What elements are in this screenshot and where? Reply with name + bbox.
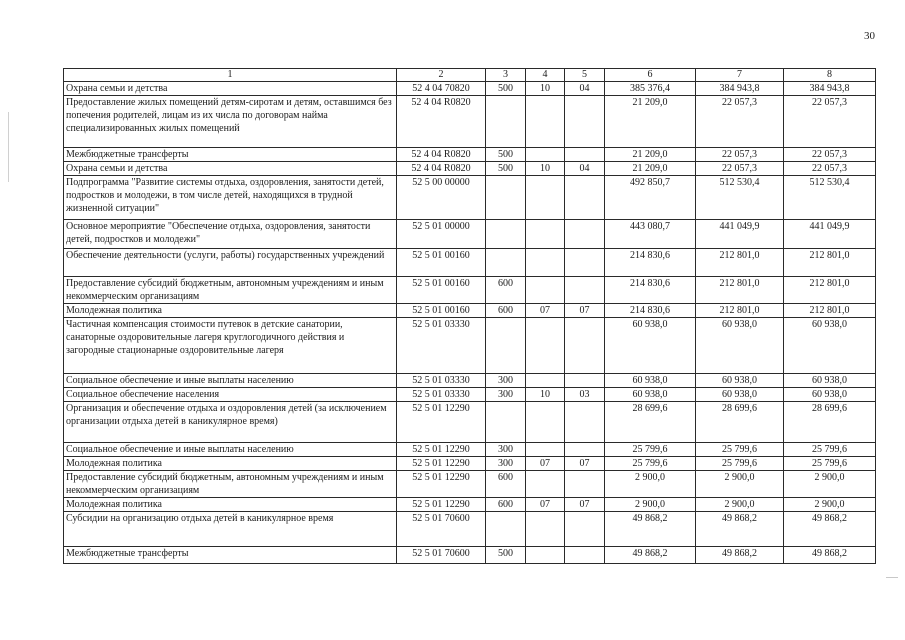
- table-row: [64, 82, 876, 96]
- row-pr-cell: [565, 318, 605, 374]
- row-code-cell: 52 5 01 00160: [397, 277, 486, 304]
- table-row: [64, 498, 876, 512]
- row-value-7-cell: 384 943,8: [696, 82, 784, 96]
- row-vr-cell: [486, 512, 526, 547]
- row-vr-cell: [486, 318, 526, 374]
- column-header: 1: [64, 69, 397, 82]
- row-code-cell: 52 5 01 12290: [397, 457, 486, 471]
- page-number: 30: [864, 30, 875, 42]
- row-name-cell: Молодежная политика: [64, 304, 397, 318]
- row-value-6-cell: 385 376,4: [605, 82, 696, 96]
- row-value-8-cell: 60 938,0: [784, 388, 876, 402]
- row-pr-cell: [565, 443, 605, 457]
- table-body: [64, 69, 876, 564]
- row-pr-cell: 04: [565, 162, 605, 176]
- column-header: 4: [526, 69, 565, 82]
- row-rz-cell: 07: [526, 304, 565, 318]
- row-value-7-cell: 28 699,6: [696, 402, 784, 443]
- row-rz-cell: [526, 148, 565, 162]
- row-value-7-cell: 2 900,0: [696, 471, 784, 498]
- row-code-cell: 52 4 04 70820: [397, 82, 486, 96]
- row-pr-cell: [565, 220, 605, 249]
- column-header: 8: [784, 69, 876, 82]
- row-pr-cell: [565, 402, 605, 443]
- row-value-6-cell: 25 799,6: [605, 457, 696, 471]
- row-value-8-cell: 22 057,3: [784, 162, 876, 176]
- row-vr-cell: 600: [486, 498, 526, 512]
- row-value-7-cell: 60 938,0: [696, 318, 784, 374]
- row-value-6-cell: 2 900,0: [605, 471, 696, 498]
- row-value-6-cell: 214 830,6: [605, 249, 696, 277]
- row-value-7-cell: 25 799,6: [696, 443, 784, 457]
- row-name-cell: Социальное обеспечение и иные выплаты населению: [64, 443, 397, 457]
- row-value-7-cell: 22 057,3: [696, 148, 784, 162]
- table-row: [64, 304, 876, 318]
- row-value-6-cell: 49 868,2: [605, 547, 696, 564]
- row-value-7-cell: 212 801,0: [696, 304, 784, 318]
- row-value-8-cell: 384 943,8: [784, 82, 876, 96]
- row-rz-cell: [526, 512, 565, 547]
- row-code-cell: 52 5 01 12290: [397, 498, 486, 512]
- row-pr-cell: [565, 512, 605, 547]
- row-code-cell: 52 5 01 70600: [397, 512, 486, 547]
- row-value-6-cell: 21 209,0: [605, 96, 696, 148]
- row-rz-cell: 10: [526, 82, 565, 96]
- row-code-cell: 52 5 00 00000: [397, 176, 486, 220]
- table-row: [64, 176, 876, 220]
- row-pr-cell: [565, 176, 605, 220]
- row-name-cell: Субсидии на организацию отдыха детей в каникулярное время: [64, 512, 397, 547]
- row-rz-cell: 07: [526, 498, 565, 512]
- table-row: [64, 402, 876, 443]
- row-name-cell: Молодежная политика: [64, 498, 397, 512]
- table-row: [64, 471, 876, 498]
- row-value-7-cell: 212 801,0: [696, 277, 784, 304]
- row-value-7-cell: 49 868,2: [696, 547, 784, 564]
- row-name-cell: Социальное обеспечение населения: [64, 388, 397, 402]
- row-value-8-cell: 49 868,2: [784, 512, 876, 547]
- row-value-8-cell: 212 801,0: [784, 249, 876, 277]
- table-row: [64, 148, 876, 162]
- row-value-7-cell: 22 057,3: [696, 162, 784, 176]
- column-header: 6: [605, 69, 696, 82]
- row-value-8-cell: 22 057,3: [784, 96, 876, 148]
- row-vr-cell: 500: [486, 162, 526, 176]
- row-pr-cell: [565, 471, 605, 498]
- row-pr-cell: [565, 277, 605, 304]
- table-row: [64, 374, 876, 388]
- column-header: 3: [486, 69, 526, 82]
- table-row: [64, 512, 876, 547]
- row-value-6-cell: 25 799,6: [605, 443, 696, 457]
- row-value-6-cell: 28 699,6: [605, 402, 696, 443]
- row-value-7-cell: 60 938,0: [696, 388, 784, 402]
- row-value-8-cell: 28 699,6: [784, 402, 876, 443]
- row-value-8-cell: 212 801,0: [784, 304, 876, 318]
- row-vr-cell: [486, 96, 526, 148]
- table-row: [64, 220, 876, 249]
- row-pr-cell: 03: [565, 388, 605, 402]
- row-rz-cell: [526, 318, 565, 374]
- row-value-7-cell: 60 938,0: [696, 374, 784, 388]
- row-rz-cell: [526, 176, 565, 220]
- row-code-cell: 52 5 01 12290: [397, 471, 486, 498]
- row-value-7-cell: 49 868,2: [696, 512, 784, 547]
- row-code-cell: 52 5 01 03330: [397, 318, 486, 374]
- row-rz-cell: [526, 471, 565, 498]
- row-code-cell: 52 5 01 70600: [397, 547, 486, 564]
- row-name-cell: Охрана семьи и детства: [64, 82, 397, 96]
- row-value-6-cell: 2 900,0: [605, 498, 696, 512]
- row-pr-cell: [565, 374, 605, 388]
- scan-margin-mark: [886, 577, 898, 578]
- row-code-cell: 52 4 04 R0820: [397, 162, 486, 176]
- row-value-8-cell: 512 530,4: [784, 176, 876, 220]
- row-pr-cell: 07: [565, 457, 605, 471]
- row-code-cell: 52 4 04 R0820: [397, 96, 486, 148]
- table-row: [64, 388, 876, 402]
- row-pr-cell: 04: [565, 82, 605, 96]
- row-pr-cell: [565, 249, 605, 277]
- row-code-cell: 52 4 04 R0820: [397, 148, 486, 162]
- row-rz-cell: [526, 443, 565, 457]
- row-code-cell: 52 5 01 00160: [397, 249, 486, 277]
- table-header-row: [64, 69, 876, 82]
- row-name-cell: Социальное обеспечение и иные выплаты населению: [64, 374, 397, 388]
- table-row: [64, 277, 876, 304]
- row-rz-cell: [526, 547, 565, 564]
- row-name-cell: Молодежная политика: [64, 457, 397, 471]
- row-vr-cell: 300: [486, 457, 526, 471]
- row-value-6-cell: 60 938,0: [605, 388, 696, 402]
- row-rz-cell: [526, 402, 565, 443]
- row-code-cell: 52 5 01 12290: [397, 402, 486, 443]
- column-header: 5: [565, 69, 605, 82]
- row-value-7-cell: 512 530,4: [696, 176, 784, 220]
- row-pr-cell: [565, 96, 605, 148]
- row-pr-cell: 07: [565, 498, 605, 512]
- row-code-cell: 52 5 01 12290: [397, 443, 486, 457]
- column-header: 2: [397, 69, 486, 82]
- row-name-cell: Предоставление жилых помещений детям-сиротам и детям, оставшимся без попечения родителей, лицам из их числа по договорам найма специализированных жилых помещений: [64, 96, 397, 148]
- row-vr-cell: 500: [486, 148, 526, 162]
- row-value-8-cell: 25 799,6: [784, 457, 876, 471]
- row-code-cell: 52 5 01 00160: [397, 304, 486, 318]
- row-vr-cell: 600: [486, 304, 526, 318]
- row-vr-cell: 300: [486, 443, 526, 457]
- row-value-6-cell: 60 938,0: [605, 318, 696, 374]
- scan-edge-mark: [8, 112, 9, 182]
- table-row: [64, 443, 876, 457]
- table-row: [64, 318, 876, 374]
- row-value-7-cell: 25 799,6: [696, 457, 784, 471]
- row-vr-cell: 300: [486, 388, 526, 402]
- row-vr-cell: [486, 249, 526, 277]
- row-vr-cell: [486, 220, 526, 249]
- row-vr-cell: 600: [486, 471, 526, 498]
- column-header: 7: [696, 69, 784, 82]
- row-vr-cell: 300: [486, 374, 526, 388]
- row-name-cell: Предоставление субсидий бюджетным, автономным учреждениям и иным некоммерческим организациям: [64, 277, 397, 304]
- row-name-cell: Подпрограмма "Развитие системы отдыха, оздоровления, занятости детей, подростков и молодежи, в том числе детей, находящихся в трудной жизненной ситуации": [64, 176, 397, 220]
- table-row: [64, 457, 876, 471]
- row-rz-cell: [526, 374, 565, 388]
- row-name-cell: Межбюджетные трансферты: [64, 148, 397, 162]
- row-code-cell: 52 5 01 03330: [397, 374, 486, 388]
- row-rz-cell: [526, 277, 565, 304]
- row-rz-cell: 10: [526, 388, 565, 402]
- row-name-cell: Охрана семьи и детства: [64, 162, 397, 176]
- row-rz-cell: 07: [526, 457, 565, 471]
- table-row: [64, 162, 876, 176]
- row-value-6-cell: 443 080,7: [605, 220, 696, 249]
- row-name-cell: Основное мероприятие "Обеспечение отдыха, оздоровления, занятости детей, подростков и молодежи": [64, 220, 397, 249]
- row-value-6-cell: 214 830,6: [605, 277, 696, 304]
- row-value-6-cell: 49 868,2: [605, 512, 696, 547]
- row-vr-cell: [486, 176, 526, 220]
- row-name-cell: Предоставление субсидий бюджетным, автономным учреждениям и иным некоммерческим организациям: [64, 471, 397, 498]
- row-rz-cell: [526, 220, 565, 249]
- row-value-6-cell: 60 938,0: [605, 374, 696, 388]
- row-pr-cell: [565, 547, 605, 564]
- row-value-7-cell: 441 049,9: [696, 220, 784, 249]
- row-rz-cell: [526, 96, 565, 148]
- row-value-6-cell: 214 830,6: [605, 304, 696, 318]
- row-code-cell: 52 5 01 03330: [397, 388, 486, 402]
- row-value-7-cell: 212 801,0: [696, 249, 784, 277]
- table-row: [64, 249, 876, 277]
- row-rz-cell: [526, 249, 565, 277]
- row-vr-cell: [486, 402, 526, 443]
- row-value-6-cell: 492 850,7: [605, 176, 696, 220]
- row-value-8-cell: 60 938,0: [784, 318, 876, 374]
- row-vr-cell: 500: [486, 82, 526, 96]
- row-pr-cell: 07: [565, 304, 605, 318]
- row-value-8-cell: 60 938,0: [784, 374, 876, 388]
- row-vr-cell: 600: [486, 277, 526, 304]
- row-value-8-cell: 25 799,6: [784, 443, 876, 457]
- table-row: [64, 96, 876, 148]
- row-value-6-cell: 21 209,0: [605, 148, 696, 162]
- row-value-8-cell: 441 049,9: [784, 220, 876, 249]
- row-code-cell: 52 5 01 00000: [397, 220, 486, 249]
- budget-table: [63, 68, 876, 564]
- row-name-cell: Организация и обеспечение отдыха и оздоровления детей (за исключением организации отдыха детей в каникулярное время): [64, 402, 397, 443]
- row-value-8-cell: 2 900,0: [784, 471, 876, 498]
- row-value-7-cell: 2 900,0: [696, 498, 784, 512]
- row-value-8-cell: 49 868,2: [784, 547, 876, 564]
- row-name-cell: Межбюджетные трансферты: [64, 547, 397, 564]
- row-value-6-cell: 21 209,0: [605, 162, 696, 176]
- table-row: [64, 547, 876, 564]
- row-value-8-cell: 22 057,3: [784, 148, 876, 162]
- row-name-cell: Обеспечение деятельности (услуги, работы) государственных учреждений: [64, 249, 397, 277]
- row-value-7-cell: 22 057,3: [696, 96, 784, 148]
- row-value-8-cell: 212 801,0: [784, 277, 876, 304]
- row-vr-cell: 500: [486, 547, 526, 564]
- row-pr-cell: [565, 148, 605, 162]
- row-value-8-cell: 2 900,0: [784, 498, 876, 512]
- row-name-cell: Частичная компенсация стоимости путевок в детские санатории, санаторные оздоровительные лагеря круглогодичного действия и загородные стационарные оздоровительные лагеря: [64, 318, 397, 374]
- row-rz-cell: 10: [526, 162, 565, 176]
